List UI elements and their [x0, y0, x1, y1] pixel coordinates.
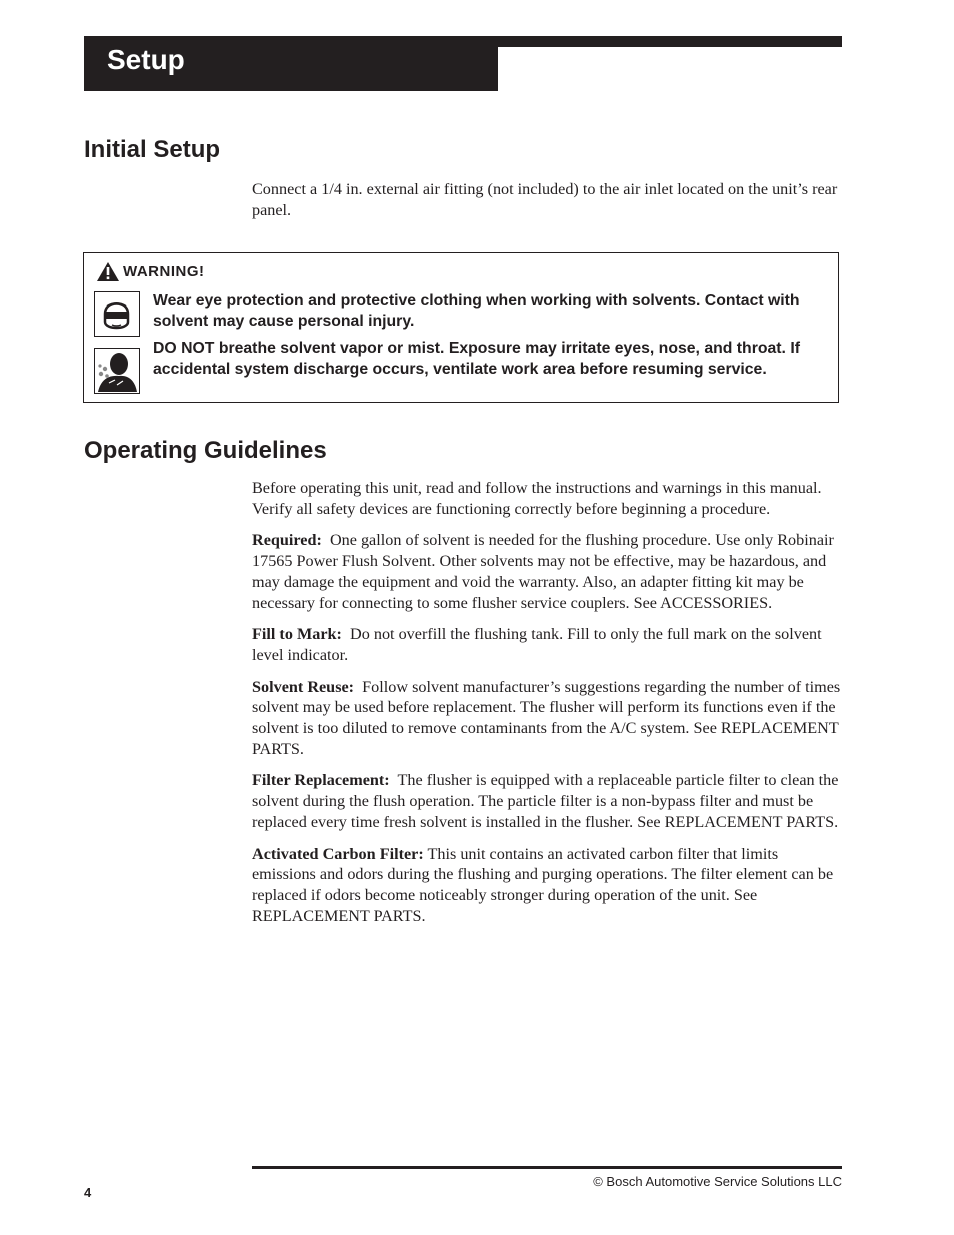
- guideline-filter-replacement: Filter Replacement: The flusher is equipped with a replaceable particle filter to clean the solvent during the flush operation. The particle filter is a non-bypass filter and must be replaced every time fresh solvent is installed in the flusher. See REPLACEMENT PARTS.: [252, 771, 839, 831]
- header-rule: [498, 36, 842, 47]
- vapor-hazard-icon: [94, 348, 140, 394]
- warning-item-vapor: DO NOT breathe solvent vapor or mist. Exposure may irritate eyes, nose, and throat. If accidental system discharge occurs, ventilate work area before resuming service.: [153, 340, 800, 378]
- operating-guidelines-text: [252, 478, 844, 937]
- footer-rule: [252, 1166, 842, 1169]
- guideline-required: Required: One gallon of solvent is needed for the flushing procedure. Use only Robinair 17565 Power Flush Solvent. Other solvents may not be effective, may be hazardous, and may damage the equipment and void the warranty. Also, an adapter fitting kit may be necessary for connecting to some flusher service couplers. See ACCESSORIES.: [252, 531, 834, 612]
- copyright-notice: © Bosch Automotive Service Solutions LLC: [593, 1174, 842, 1189]
- warning-triangle-icon: [96, 261, 120, 282]
- operating-intro-paragraph: Before operating this unit, read and follow the instructions and warnings in this manual. Verify all safety devices are functioning correctly before beginning a procedure.: [252, 479, 822, 518]
- warning-box: [83, 252, 839, 403]
- warning-label-text: WARNING!: [123, 263, 205, 280]
- initial-setup-heading: Initial Setup: [84, 136, 221, 163]
- page-number: 4: [84, 1185, 92, 1200]
- warning-label: [96, 261, 205, 282]
- initial-setup-text: [252, 179, 844, 231]
- operating-guidelines-heading: Operating Guidelines: [84, 437, 327, 464]
- guideline-solvent-reuse: Solvent Reuse: Follow solvent manufacturer’s suggestions regarding the number of times solvent may be used before replacement. The flusher will perform its functions even if the solvent is too diluted to remove contaminants from the A/C system. See REPLACEMENT PARTS.: [252, 677, 841, 758]
- eye-protection-icon: [94, 291, 140, 337]
- guideline-fill-to-mark: Fill to Mark: Do not overfill the flushing tank. Fill to only the full mark on the solvent level indicator.: [252, 625, 822, 664]
- guideline-activated-carbon-filter: Activated Carbon Filter: This unit contains an activated carbon filter that limits emissions and odors during the flushing and purging operations. The filter element can be replaced if odors become noticeably stronger during operation of the unit. See REPLACEMENT PARTS.: [252, 844, 834, 925]
- page-title: Setup: [107, 44, 185, 75]
- warning-item-eye-protection: Wear eye protection and protective clothing when working with solvents. Contact with solvent may cause personal injury.: [153, 292, 800, 330]
- initial-setup-paragraph: Connect a 1/4 in. external air fitting (not included) to the air inlet located on the unit’s rear panel.: [252, 180, 838, 219]
